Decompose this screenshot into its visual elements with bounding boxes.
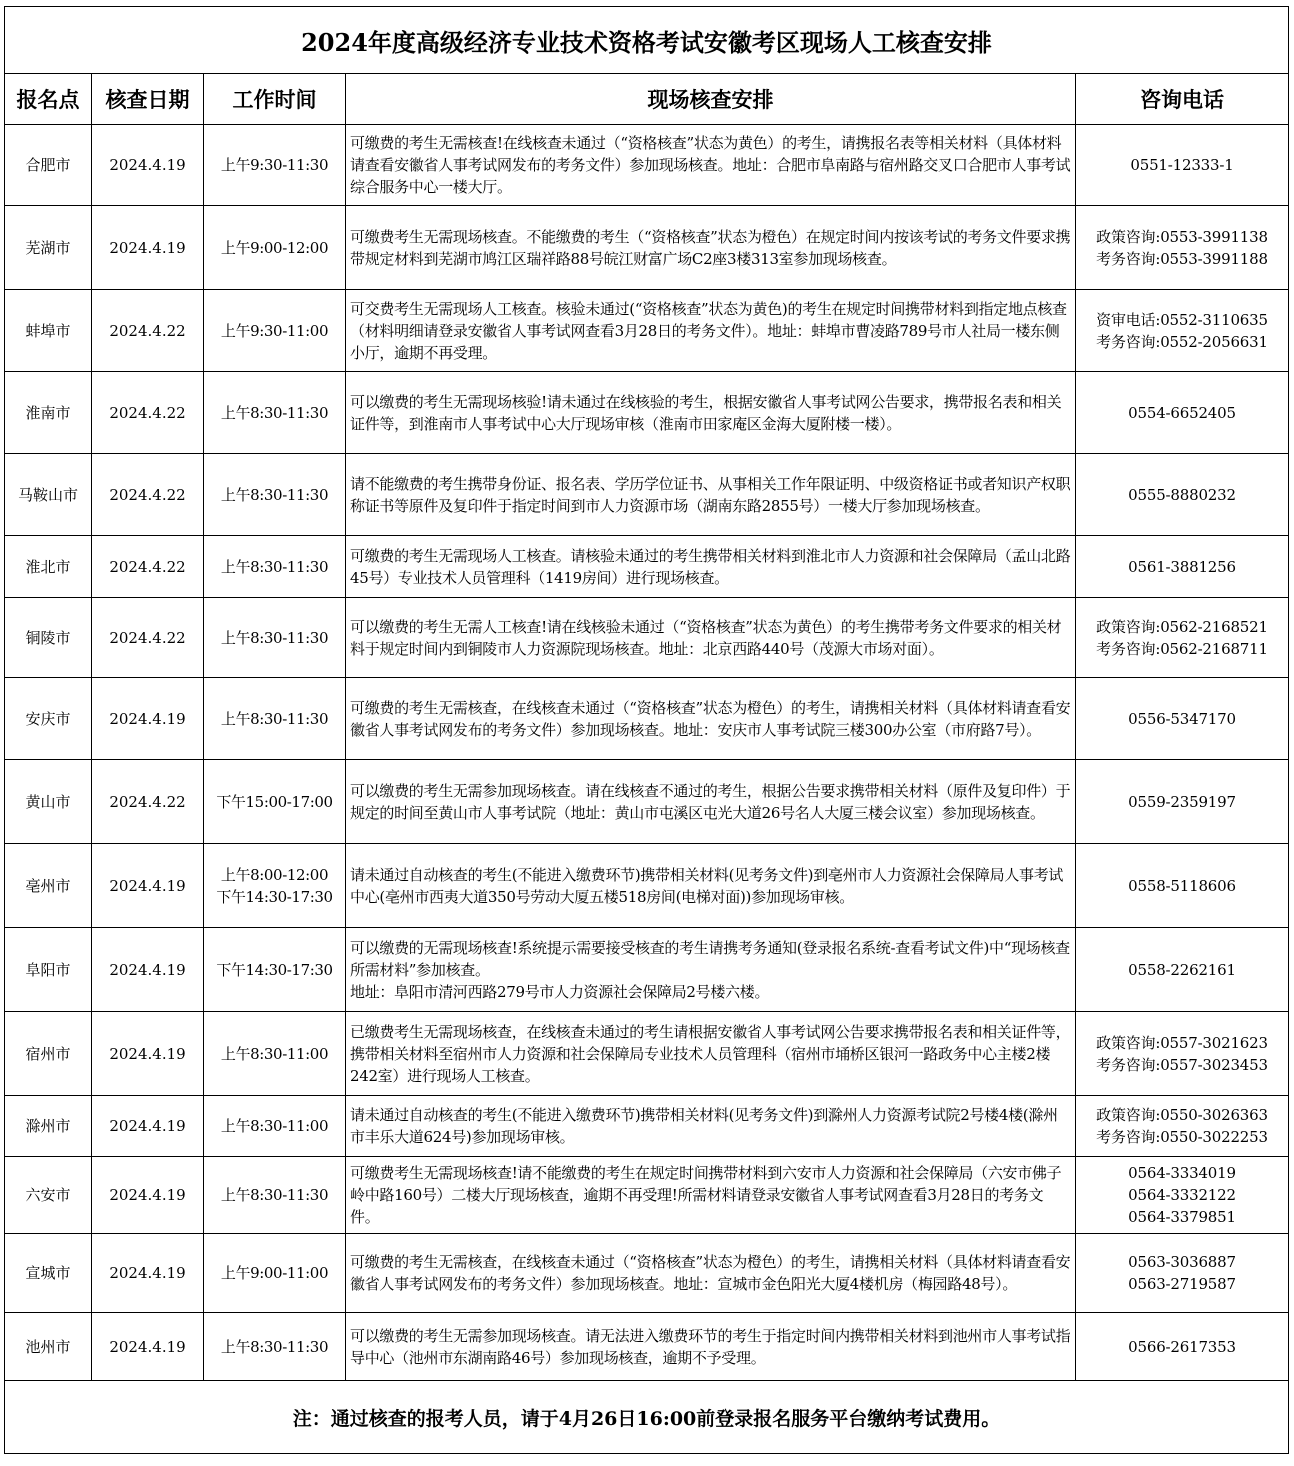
schedule-table: [4, 6, 1289, 1454]
time-range: 上午8:30-11:30: [220, 485, 329, 504]
cell-phone: [1076, 372, 1289, 454]
time-range: 上午9:30-11:00: [220, 321, 329, 340]
time-range: 上午8:30-11:30: [220, 628, 329, 647]
cell-phone: [1076, 125, 1289, 206]
cell-phone: [1076, 1157, 1289, 1234]
table-row: [5, 372, 1289, 454]
phone-number: 政策咨询:0562-2168521: [1096, 617, 1268, 636]
phone-number: 0564-3332122: [1128, 1186, 1236, 1204]
phone-number: 考务咨询:0552-2056631: [1096, 332, 1268, 351]
cell-time: [204, 1313, 346, 1381]
table-row: [5, 678, 1289, 760]
cell-date: 2024.4.22: [92, 372, 204, 454]
cell-date: 2024.4.19: [92, 928, 204, 1012]
phone-number: 0558-5118606: [1128, 876, 1236, 895]
table-row: [5, 760, 1289, 844]
phone-number: 0564-3334019: [1128, 1164, 1236, 1182]
time-range: 下午14:30-17:30: [216, 960, 333, 979]
cell-phone: [1076, 598, 1289, 678]
cell-site: 芜湖市: [5, 206, 92, 290]
cell-site: 亳州市: [5, 844, 92, 928]
table-title: 2024年度高级经济专业技术资格考试安徽考区现场人工核查安排: [5, 7, 1289, 74]
cell-date: 2024.4.19: [92, 1157, 204, 1234]
cell-arrangement: 可缴费的考生无需核查，在线核查未通过（“资格核查”状态为橙色）的考生，请携相关材料（具体材料请查看安徽省人事考试网发布的考务文件）参加现场核查。地址：宣城市金色阳光大厦4楼机房（梅园路48号）。: [346, 1234, 1076, 1313]
time-range: 上午8:30-11:00: [220, 1117, 329, 1135]
cell-phone: [1076, 760, 1289, 844]
cell-time: [204, 536, 346, 598]
cell-time: [204, 1157, 346, 1234]
table-row: [5, 928, 1289, 1012]
header-phone: 咨询电话: [1076, 74, 1289, 125]
cell-phone: [1076, 844, 1289, 928]
cell-date: 2024.4.19: [92, 1096, 204, 1157]
cell-site: 六安市: [5, 1157, 92, 1234]
cell-arrangement: 可缴费考生无需现场核查。不能缴费的考生（“资格核查”状态为橙色）在规定时间内按该考试的考务文件要求携带规定材料到芜湖市鸠江区瑞祥路88号皖江财富广场C2座3楼313室参加现场核查。: [346, 206, 1076, 290]
table-row: [5, 454, 1289, 536]
time-range: 上午9:00-11:00: [220, 1264, 329, 1282]
cell-time: [204, 598, 346, 678]
header-date: 核查日期: [92, 74, 204, 125]
cell-site: 池州市: [5, 1313, 92, 1381]
table-row: [5, 1313, 1289, 1381]
cell-date: 2024.4.22: [92, 290, 204, 372]
cell-site: 合肥市: [5, 125, 92, 206]
cell-time: [204, 290, 346, 372]
phone-number: 0566-2617353: [1128, 1337, 1236, 1356]
cell-phone: [1076, 536, 1289, 598]
phone-number: 0564-3379851: [1128, 1208, 1236, 1226]
phone-number: 0551-12333-1: [1130, 156, 1234, 174]
cell-arrangement: 可缴费考生无需现场核查!请不能缴费的考生在规定时间携带材料到六安市人力资源和社会保障局（六安市佛子岭中路160号）二楼大厅现场核查，逾期不再受理!所需材料请登录安徽省人事考试网查看3月28日的考务文件。: [346, 1157, 1076, 1234]
cell-phone: [1076, 206, 1289, 290]
cell-arrangement: 可交费考生无需现场人工核查。核验未通过(“资格核查”状态为黄色)的考生在规定时间携带材料到指定地点核查（材料明细请登录安徽省人事考试网查看3月28日的考务文件）。地址：蚌埠市曹凌路789号市人社局一楼东侧小厅，逾期不再受理。: [346, 290, 1076, 372]
time-range: 上午9:00-12:00: [220, 238, 329, 257]
phone-number: 政策咨询:0557-3021623: [1096, 1033, 1268, 1052]
cell-date: 2024.4.22: [92, 760, 204, 844]
phone-number: 0554-6652405: [1128, 403, 1236, 422]
phone-number: 政策咨询:0550-3026363: [1096, 1106, 1268, 1124]
cell-arrangement: 可以缴费的无需现场核查!系统提示需要接受核查的考生请携考务通知(登录报名系统-查看考试文件)中“现场核查所需材料”参加核查。 地址：阜阳市清河西路279号市人力资源社会保障局2号楼六楼。: [346, 928, 1076, 1012]
cell-phone: [1076, 290, 1289, 372]
cell-arrangement: 可以缴费的考生无需现场核验!请未通过在线核验的考生，根据安徽省人事考试网公告要求，携带报名表和相关证件等，到淮南市人事考试中心大厅现场审核（淮南市田家庵区金海大厦附楼一楼）。: [346, 372, 1076, 454]
header-site: 报名点: [5, 74, 92, 125]
header-time: 工作时间: [204, 74, 346, 125]
cell-time: [204, 1012, 346, 1096]
phone-number: 资审电话:0552-3110635: [1096, 310, 1268, 329]
time-range: 上午8:30-11:30: [220, 1186, 329, 1204]
cell-date: 2024.4.19: [92, 1234, 204, 1313]
time-range: 上午8:30-11:30: [220, 403, 329, 422]
schedule-sheet: [4, 6, 1288, 1454]
cell-time: [204, 125, 346, 206]
cell-date: 2024.4.22: [92, 454, 204, 536]
cell-date: 2024.4.19: [92, 125, 204, 206]
table-row: [5, 1234, 1289, 1313]
cell-phone: [1076, 928, 1289, 1012]
table-row: [5, 290, 1289, 372]
cell-date: 2024.4.19: [92, 1313, 204, 1381]
time-range: 下午15:00-17:00: [216, 792, 333, 811]
cell-phone: [1076, 678, 1289, 760]
cell-arrangement: 请不能缴费的考生携带身份证、报名表、学历学位证书、从事相关工作年限证明、中级资格证书或者知识产权职称证书等原件及复印件于指定时间到市人力资源市场（湖南东路2855号）一楼大厅参加现场核查。: [346, 454, 1076, 536]
cell-time: [204, 1096, 346, 1157]
table-row: [5, 536, 1289, 598]
cell-site: 安庆市: [5, 678, 92, 760]
cell-arrangement: 请未通过自动核查的考生(不能进入缴费环节)携带相关材料(见考务文件)到滁州人力资源考试院2号楼4楼(滁州市丰乐大道624号)参加现场审核。: [346, 1096, 1076, 1157]
cell-site: 淮北市: [5, 536, 92, 598]
cell-arrangement: 可缴费的考生无需核查，在线核查未通过（“资格核查”状态为橙色）的考生，请携相关材料（具体材料请查看安徽省人事考试网发布的考务文件）参加现场核查。地址：安庆市人事考试院三楼300办公室（市府路7号）。: [346, 678, 1076, 760]
phone-number: 0559-2359197: [1128, 792, 1236, 811]
cell-time: [204, 844, 346, 928]
cell-site: 黄山市: [5, 760, 92, 844]
phone-number: 0555-8880232: [1128, 485, 1236, 504]
cell-date: 2024.4.22: [92, 598, 204, 678]
cell-date: 2024.4.22: [92, 536, 204, 598]
phone-number: 考务咨询:0557-3023453: [1096, 1055, 1268, 1074]
cell-date: 2024.4.19: [92, 844, 204, 928]
phone-number: 0563-2719587: [1128, 1275, 1236, 1293]
phone-number: 0556-5347170: [1128, 709, 1236, 728]
cell-phone: [1076, 1234, 1289, 1313]
table-row: [5, 1012, 1289, 1096]
phone-number: 考务咨询:0562-2168711: [1096, 639, 1268, 658]
cell-site: 宣城市: [5, 1234, 92, 1313]
time-range: 上午9:30-11:30: [220, 156, 329, 174]
table-row: [5, 1157, 1289, 1234]
table-row: [5, 1096, 1289, 1157]
cell-site: 马鞍山市: [5, 454, 92, 536]
phone-number: 0561-3881256: [1128, 557, 1236, 576]
phone-number: 0563-3036887: [1128, 1253, 1236, 1271]
cell-arrangement: 可缴费的考生无需核查!在线核查未通过（“资格核查”状态为黄色）的考生，请携报名表等相关材料（具体材料请查看安徽省人事考试网发布的考务文件）参加现场核查。地址：合肥市阜南路与宿州路交叉口合肥市人事考试综合服务中心一楼大厅。: [346, 125, 1076, 206]
table-row: [5, 206, 1289, 290]
header-arrangement: 现场核查安排: [346, 74, 1076, 125]
cell-site: 淮南市: [5, 372, 92, 454]
cell-time: [204, 928, 346, 1012]
phone-number: 政策咨询:0553-3991138: [1096, 227, 1268, 246]
phone-number: 0558-2262161: [1128, 960, 1236, 979]
phone-number: 考务咨询:0550-3022253: [1096, 1128, 1268, 1146]
cell-time: [204, 678, 346, 760]
time-range: 上午8:30-11:30: [220, 1337, 329, 1356]
table-row: [5, 844, 1289, 928]
time-range: 下午14:30-17:30: [216, 887, 333, 906]
cell-site: 宿州市: [5, 1012, 92, 1096]
cell-time: [204, 1234, 346, 1313]
table-row: [5, 125, 1289, 206]
phone-number: 考务咨询:0553-3991188: [1096, 249, 1268, 268]
cell-time: [204, 760, 346, 844]
cell-phone: [1076, 454, 1289, 536]
cell-site: 滁州市: [5, 1096, 92, 1157]
cell-phone: [1076, 1096, 1289, 1157]
cell-arrangement: 已缴费考生无需现场核查，在线核查未通过的考生请根据安徽省人事考试网公告要求携带报名表和相关证件等，携带相关材料至宿州市人力资源和社会保障局专业技术人员管理科（宿州市埇桥区银河一路政务中心主楼2楼242室）进行现场人工核查。: [346, 1012, 1076, 1096]
cell-time: [204, 206, 346, 290]
cell-arrangement: 可以缴费的考生无需人工核查!请在线核验未通过（“资格核查”状态为黄色）的考生携带考务文件要求的相关材料于规定时间内到铜陵市人力资源院现场核查。地址：北京西路440号（茂源大市场对面）。: [346, 598, 1076, 678]
cell-arrangement: 可缴费的考生无需现场人工核查。请核验未通过的考生携带相关材料到淮北市人力资源和社会保障局（孟山北路45号）专业技术人员管理科（1419房间）进行现场核查。: [346, 536, 1076, 598]
cell-date: 2024.4.19: [92, 206, 204, 290]
cell-arrangement: 可以缴费的考生无需参加现场核查。请无法进入缴费环节的考生于指定时间内携带相关材料到池州市人事考试指导中心（池州市东湖南路46号）参加现场核查，逾期不予受理。: [346, 1313, 1076, 1381]
table-row: [5, 598, 1289, 678]
cell-site: 蚌埠市: [5, 290, 92, 372]
cell-site: 阜阳市: [5, 928, 92, 1012]
cell-arrangement: 请未通过自动核查的考生(不能进入缴费环节)携带相关材料(见考务文件)到亳州市人力资源社会保障局人事考试中心(亳州市西夷大道350号劳动大厦五楼518房间(电梯对面))参加现场审核。: [346, 844, 1076, 928]
cell-arrangement: 可以缴费的考生无需参加现场核查。请在线核查不通过的考生，根据公告要求携带相关材料（原件及复印件）于规定的时间至黄山市人事考试院（地址：黄山市屯溪区屯光大道26号名人大厦三楼会议室）参加现场核查。: [346, 760, 1076, 844]
cell-phone: [1076, 1012, 1289, 1096]
cell-date: 2024.4.19: [92, 678, 204, 760]
time-range: 上午8:30-11:30: [220, 709, 329, 728]
cell-site: 铜陵市: [5, 598, 92, 678]
cell-date: 2024.4.19: [92, 1012, 204, 1096]
time-range: 上午8:30-11:30: [220, 557, 329, 576]
time-range: 上午8:00-12:00: [220, 865, 329, 884]
cell-phone: [1076, 1313, 1289, 1381]
cell-time: [204, 454, 346, 536]
cell-time: [204, 372, 346, 454]
footer-note: 注：通过核查的报考人员，请于4月26日16:00前登录报名服务平台缴纳考试费用。: [5, 1381, 1289, 1454]
time-range: 上午8:30-11:00: [220, 1044, 329, 1063]
